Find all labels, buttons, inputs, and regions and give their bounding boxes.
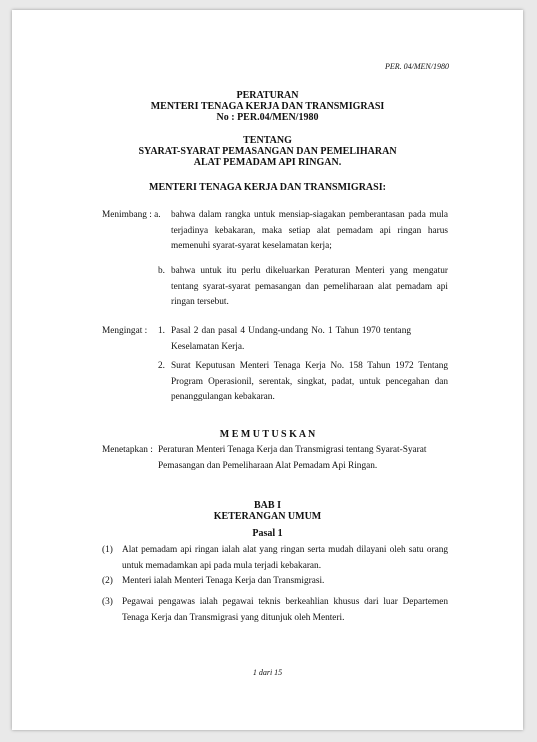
title-menteri: MENTERI TENAGA KERJA DAN TRANSMIGRASI: [150, 101, 385, 112]
document-reference: PER. 04/MEN/1980: [385, 62, 449, 71]
item-3-text: Pegawai pengawas ialah pegawai teknis berkeahlian khusus dari luar Departemen Tenaga Kerja dan Transmigrasi yang ditunjuk oleh Menteri.: [122, 597, 448, 623]
mengingat-2-marker: 2.: [158, 361, 165, 371]
bab-number: BAB I: [254, 500, 281, 511]
mengingat-1-marker: 1.: [158, 326, 165, 336]
mengingat-label: Mengingat :: [102, 326, 148, 336]
menimbang-b-marker: b.: [158, 266, 165, 276]
item-2-text: Menteri ialah Menteri Tenaga Kerja dan Transmigrasi.: [122, 576, 325, 586]
title-peraturan: PERATURAN: [236, 90, 299, 101]
title-tentang: TENTANG: [243, 135, 292, 146]
pasal-heading: Pasal 1: [252, 528, 283, 539]
mengingat-2-text: Surat Keputusan Menteri Tenaga Kerja No. 158 Tahun 1972 Tentang Program Operasionil, serentak, singkat, padat, untuk pencegahan dan penanggulangan kebakaran.: [171, 361, 448, 402]
item-2-number: (2): [102, 576, 113, 586]
title-number: No : PER.04/MEN/1980: [216, 112, 319, 123]
memutuskan-heading: M E M U T U S K A N: [219, 429, 316, 440]
item-3-number: (3): [102, 597, 113, 607]
title-issuer: MENTERI TENAGA KERJA DAN TRANSMIGRASI:: [149, 182, 386, 193]
title-subject-line2: ALAT PEMADAM API RINGAN.: [193, 157, 342, 168]
menetapkan-text: Peraturan Menteri Tenaga Kerja dan Transmigrasi tentang Syarat-Syarat Pemasangan dan Pemeliharaan Alat Pemadam Api Ringan.: [158, 445, 427, 471]
mengingat-1-text: Pasal 2 dan pasal 4 Undang-undang No. 1 Tahun 1970 tentang Keselamatan Kerja.: [171, 326, 411, 352]
item-1-text: Alat pemadam api ringan ialah alat yang ringan serta mudah dilayani oleh satu orang untuk memadamkan api pada mula terjadi kebakaran.: [122, 545, 448, 571]
page-number: 1 dari 15: [252, 668, 283, 677]
title-subject-line1: SYARAT-SYARAT PEMASANGAN DAN PEMELIHARAN: [138, 146, 397, 157]
menimbang-b-text: bahwa untuk itu perlu dikeluarkan Peraturan Menteri yang mengatur tentang syarat-syarat pemasangan dan pemeliharaan alat pemadam api ringan tersebut.: [171, 266, 448, 307]
bab-title: KETERANGAN UMUM: [213, 511, 322, 522]
document-page: [12, 10, 523, 730]
menimbang-label: Menimbang : a.: [102, 210, 161, 220]
item-1-number: (1): [102, 545, 113, 555]
menimbang-a-text: bahwa dalam rangka untuk mensiap-siagakan pemberantasan pada mula terjadinya kebakaran, maka setiap alat pemadam api ringan harus memenuhi syarat-syarat keselamatan kerja;: [171, 210, 448, 251]
menetapkan-label: Menetapkan :: [102, 445, 153, 455]
